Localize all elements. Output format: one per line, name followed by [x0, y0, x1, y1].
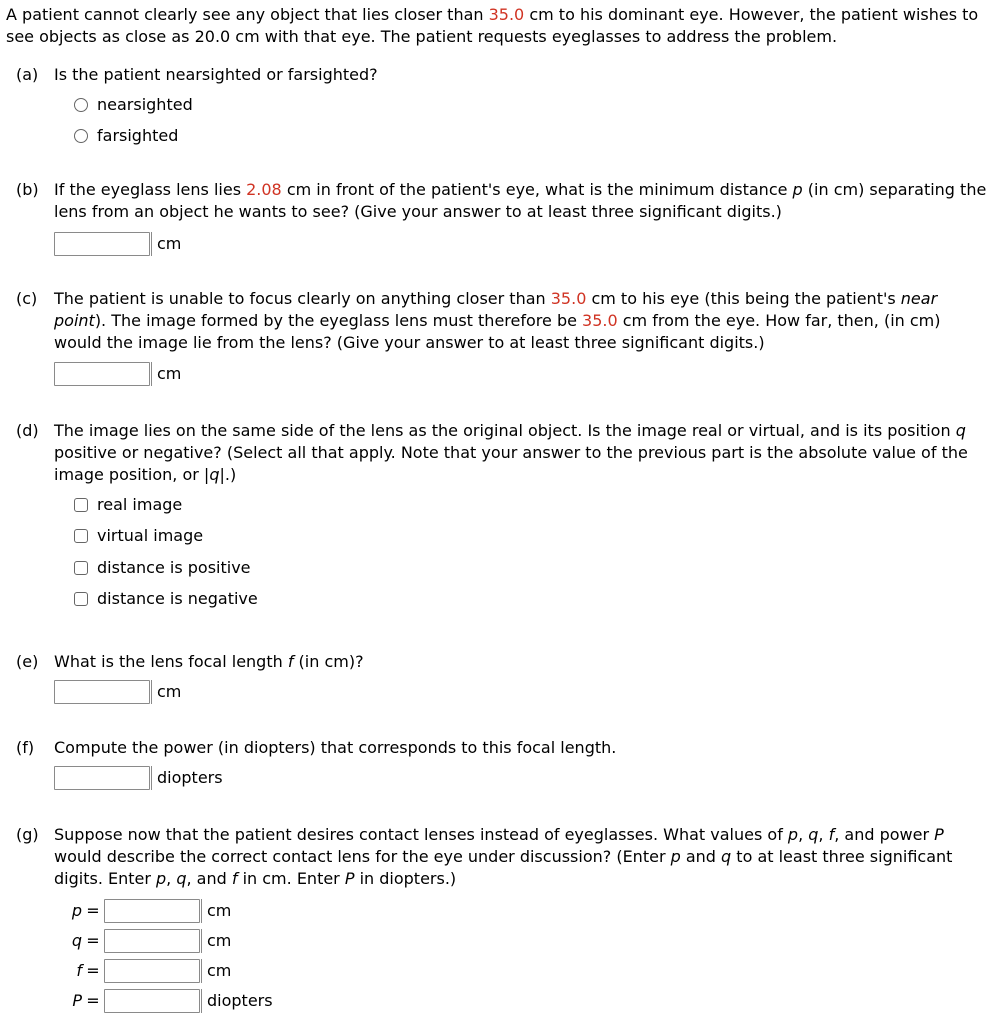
row-q: q = cm	[54, 929, 231, 953]
part-f-question: Compute the power (in diopters) that corresponds to this focal length.	[54, 738, 617, 757]
part-d-label: (d)	[16, 421, 39, 440]
unit-label: cm	[201, 929, 231, 953]
unit-label: diopters	[201, 989, 273, 1013]
option-distance-negative[interactable]	[74, 588, 258, 610]
part-f-label: (f)	[16, 738, 35, 757]
checkbox[interactable]	[74, 498, 88, 512]
answer-input-b[interactable]	[54, 232, 150, 256]
problem-intro	[6, 4, 991, 48]
part-f	[16, 737, 991, 787]
row-power: P = diopters	[54, 989, 273, 1013]
radio-button[interactable]	[74, 129, 88, 143]
unit-label: cm	[151, 362, 181, 386]
answer-input-g-q[interactable]	[104, 929, 200, 953]
option-label: farsighted	[97, 126, 179, 145]
unit-label: cm	[201, 899, 231, 923]
option-virtual-image[interactable]	[74, 525, 203, 547]
part-e-answer	[54, 680, 181, 704]
part-b-label: (b)	[16, 180, 39, 199]
answer-input-g-f[interactable]	[104, 959, 200, 983]
option-nearsighted[interactable]	[74, 94, 193, 116]
part-a	[16, 64, 991, 86]
part-c-answer	[54, 362, 181, 386]
part-c-label: (c)	[16, 289, 38, 308]
intro-text: A patient cannot clearly see any object that lies closer than	[6, 5, 489, 24]
unit-label: diopters	[151, 766, 223, 790]
option-distance-positive[interactable]	[74, 557, 251, 579]
near-point-value: 35.0	[488, 5, 525, 24]
option-label: virtual image	[97, 526, 204, 545]
part-g	[16, 824, 991, 1010]
unit-label: cm	[151, 232, 181, 256]
part-e-question: What is the lens focal length f (in cm)?	[54, 652, 364, 671]
variable-label: P	[72, 991, 82, 1010]
lens-distance-value: 2.08	[246, 180, 282, 199]
unit-label: cm	[201, 959, 231, 983]
variable-label: p	[71, 901, 82, 920]
part-g-question: Suppose now that the patient desires contact lenses instead of eyeglasses. What values of p, q, f, and power P would describe the correct contact lens for the eye under discussion? (Enter p and q to at least three significant digits. Enter p, q, and f in cm. Enter P in diopters.)	[54, 825, 953, 888]
part-d	[16, 420, 991, 486]
part-b-question: If the eyeglass lens lies 2.08 cm in front of the patient's eye, what is the minimum distance p (in cm) separating the lens from an object he wants to see? (Give your answer to at least three significant digits.)	[54, 180, 987, 221]
answer-input-g-p[interactable]	[104, 899, 200, 923]
part-c-question: The patient is unable to focus clearly on anything closer than 35.0 cm to his eye (this being the patient's near point). The image formed by the eyeglass lens must therefore be 35.0 cm from the eye. How far, then, (in cm) would the image lie from the lens? (Give your answer to at least three significant digits.)	[54, 289, 941, 352]
part-f-answer	[54, 766, 223, 790]
radio-button[interactable]	[74, 98, 88, 112]
option-label: nearsighted	[97, 95, 193, 114]
part-b-answer	[54, 232, 181, 256]
part-a-label: (a)	[16, 65, 39, 84]
part-d-question: The image lies on the same side of the lens as the original object. Is the image real or virtual, and is its position q positive or negative? (Select all that apply. Note that your answer to the previous part is the absolute value of the image position, or |q|.)	[54, 421, 968, 484]
option-label: distance is negative	[97, 589, 258, 608]
checkbox[interactable]	[74, 529, 88, 543]
answer-input-c[interactable]	[54, 362, 150, 386]
row-f: f = cm	[54, 959, 231, 983]
option-real-image[interactable]	[74, 494, 182, 516]
part-a-question: Is the patient nearsighted or farsighted?	[54, 65, 378, 84]
variable-label: q	[71, 931, 82, 950]
answer-input-e[interactable]	[54, 680, 150, 704]
checkbox[interactable]	[74, 592, 88, 606]
option-label: real image	[97, 495, 183, 514]
option-label: distance is positive	[97, 558, 251, 577]
part-e	[16, 651, 991, 701]
part-g-label: (g)	[16, 825, 39, 844]
option-farsighted[interactable]	[74, 125, 178, 147]
unit-label: cm	[151, 680, 181, 704]
part-b	[16, 179, 991, 253]
part-c	[16, 288, 991, 383]
intro-text-2: cm to his dominant eye. However, the patient wishes to see objects as close as 20.0 cm with that eye. The patient requests eyeglasses to address the problem.	[6, 5, 979, 46]
part-e-label: (e)	[16, 652, 39, 671]
answer-input-f[interactable]	[54, 766, 150, 790]
row-p: p = cm	[54, 899, 231, 923]
answer-input-g-power[interactable]	[104, 989, 200, 1013]
checkbox[interactable]	[74, 561, 88, 575]
variable-label: f	[76, 961, 82, 980]
